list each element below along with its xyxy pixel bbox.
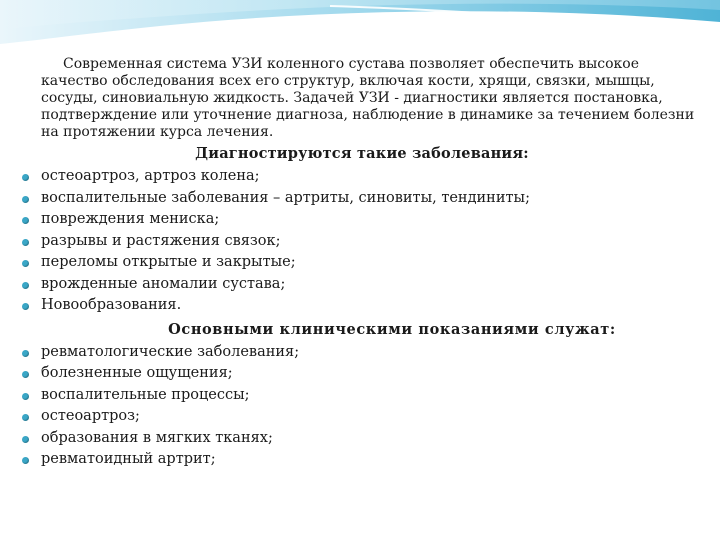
- bullet-icon: [22, 239, 29, 246]
- list-item: воспалительные заболевания – артриты, синовиты, тендиниты;: [22, 188, 702, 210]
- list-item: воспалительные процессы;: [22, 385, 702, 407]
- bullet-icon: [22, 414, 29, 421]
- bullet-icon: [22, 393, 29, 400]
- bullet-icon: [22, 282, 29, 289]
- bullet-icon: [22, 174, 29, 181]
- header-wave-decoration: [0, 0, 720, 60]
- diagnosed-diseases-list: [22, 166, 702, 317]
- list-item: переломы открытые и закрытые;: [22, 252, 702, 274]
- bullet-icon: [22, 350, 29, 357]
- bullet-icon: [22, 371, 29, 378]
- list-item: образования в мягких тканях;: [22, 428, 702, 450]
- list-item: Новообразования.: [22, 295, 702, 317]
- list-item: ревматологические заболевания;: [22, 342, 702, 364]
- slide-content: [22, 56, 702, 471]
- list-item: остеоартроз, артроз колена;: [22, 166, 702, 188]
- bullet-icon: [22, 457, 29, 464]
- list-item: разрывы и растяжения связок;: [22, 231, 702, 253]
- intro-paragraph: Современная система УЗИ коленного сустава позволяет обеспечить высокое качество обследования всех его структур, включая кости, хрящи, связки, мышцы, сосуды, синовиальную жидкость. Задачей УЗИ - диагностики является постановка, подтверждение или уточнение диагноза, наблюдение в динамике за течением болезни на протяжении курса лечения.: [41, 56, 695, 140]
- bullet-icon: [22, 196, 29, 203]
- list-item: повреждения мениска;: [22, 209, 702, 231]
- list-item: остеоартроз;: [22, 406, 702, 428]
- bullet-icon: [22, 436, 29, 443]
- bullet-icon: [22, 260, 29, 267]
- list-item: болезненные ощущения;: [22, 363, 702, 385]
- bullet-icon: [22, 303, 29, 310]
- list-item: ревматоидный артрит;: [22, 449, 702, 471]
- clinical-indications-list: [22, 342, 702, 471]
- list-item: врожденные аномалии сустава;: [22, 274, 702, 296]
- section-heading-clinical-indications: Основными клиническими показаниями служат:: [168, 320, 616, 338]
- section-heading-diagnosed-diseases: Диагностируются такие заболевания:: [195, 145, 529, 162]
- bullet-icon: [22, 217, 29, 224]
